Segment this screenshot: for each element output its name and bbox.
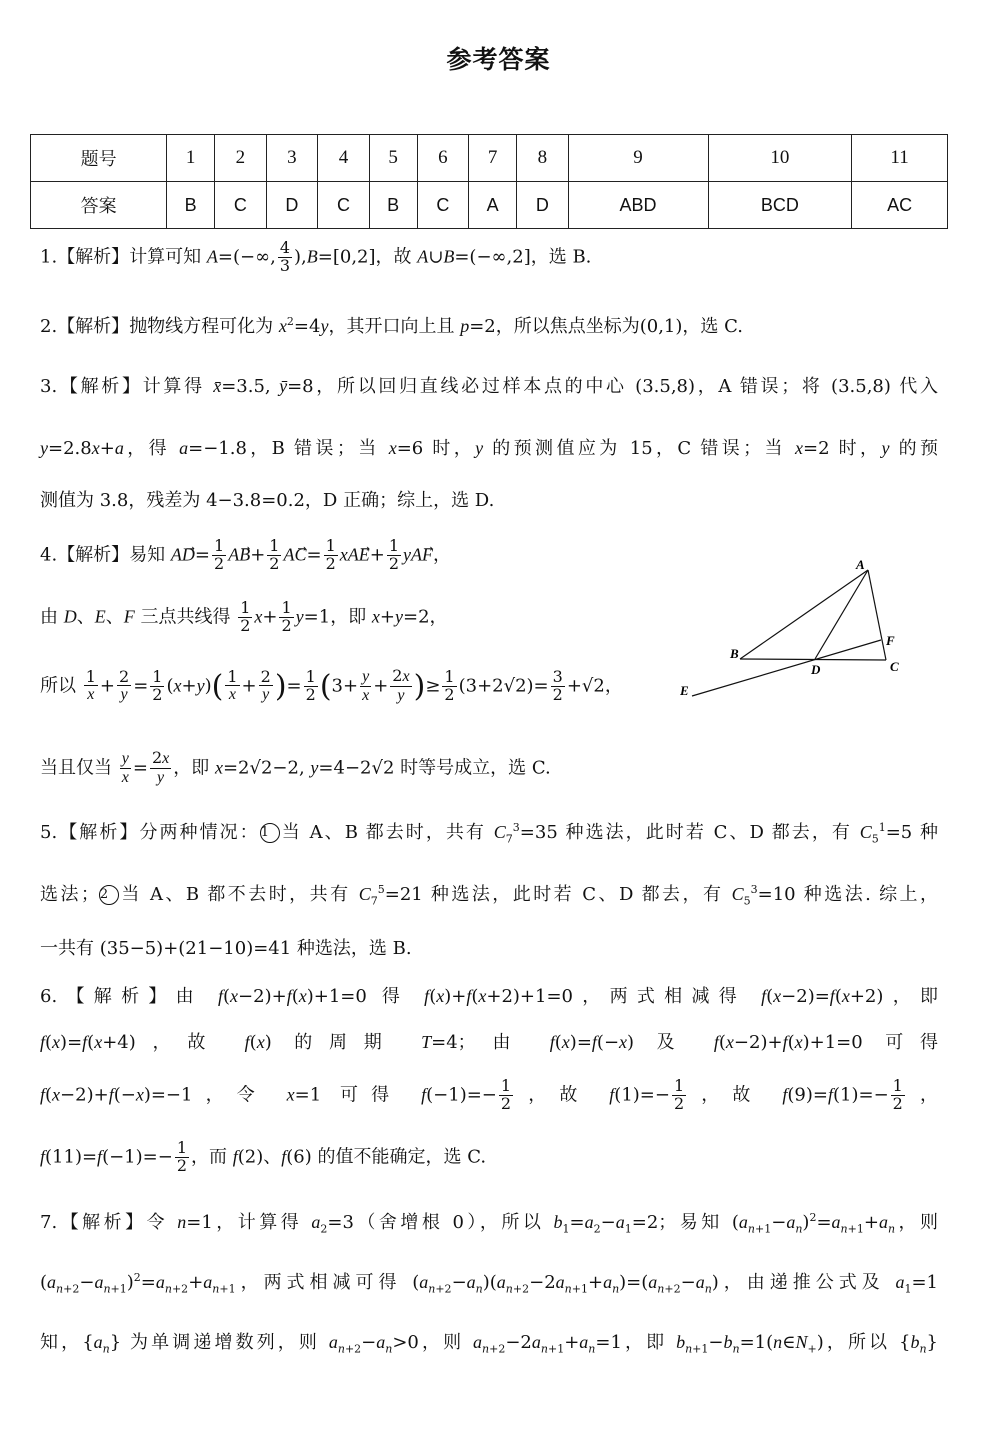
- answer-cell: C: [417, 182, 469, 229]
- answer-cell: AC: [852, 182, 948, 229]
- solution-tag: 【解析】: [57, 1212, 147, 1233]
- answer-cell: ABD: [568, 182, 708, 229]
- solution-tag: 【解析】: [57, 544, 130, 566]
- question-number: 8: [517, 135, 569, 182]
- solution-3: 3.【解析】计算得 x̄=3.5, ȳ=8，所以回归直线必过样本点的中心 (3.5,8)，A 错误；将 (3.5,8) 代入 y=2.8x+a，得 a=−1.8，B 错误；当 x=6 时，y 的预测值应为 15，C 错误；当 x=2 时，y 的预 测值为 3.8，残差为 4−3.8=0.2，D 正确；综上，选 D.: [40, 376, 939, 511]
- triangle-diagram: [680, 555, 910, 705]
- solution-4-line-4: 当且仅当 $\frac{y}{x}$ = $\frac{2x}{y}$ ，即 x=2√2−2, y=4−2√2 时等号成立，选 C.: [40, 748, 551, 786]
- page-title: 参考答案: [446, 45, 551, 74]
- segment-ab: [740, 570, 868, 659]
- question-number: 6: [417, 135, 469, 182]
- question-number: 1: [167, 135, 215, 182]
- table-row-answers: [31, 182, 948, 229]
- question-number: 5: [369, 135, 417, 182]
- row-header-question: 题号: [31, 135, 167, 182]
- solution-5: 5.【解析】分两种情况：1 当 A、B 都去时，共有 $C_7^3=35$ 种选法，此时若 C、D 都去，有 $C_5^1=5$ 种 选法；2 当 A、B 都不去时，共有 $C_7^5=21$ 种选法，此时若 C、D 都去，有 $C_5^3=10$ 种选法. 综上， 一共有 (35−5)+(21−10)=41 种选法，选 B.: [40, 821, 939, 959]
- solution-tag: 【解析】: [57, 822, 140, 843]
- solution-4-line-3: 所以 $\frac{1}{x}$ + $\frac{2}{y}$ = $\frac{1}{2}$ (x+y)( $\frac{1}{x}$ + $\frac{2}{y}$ )= $\frac{1}{2}$ (3+ $\frac{y}{x}$ + $\frac{2x}{y}$ )≥ $\frac{1}{2}$ (3+2√2)= $\frac{3}{2}$ +√2，: [40, 666, 623, 704]
- question-number: 2: [215, 135, 267, 182]
- solution-tag: 【解析】: [57, 246, 130, 268]
- answer-cell: D: [517, 182, 569, 229]
- answer-cell: B: [167, 182, 215, 229]
- solution-tag: 【解析】: [57, 376, 143, 397]
- answer-cell: A: [469, 182, 517, 229]
- row-header-answer: 答案: [31, 182, 167, 229]
- answer-cell: D: [266, 182, 318, 229]
- answer-cell: C: [318, 182, 370, 229]
- question-number: 10: [708, 135, 852, 182]
- solution-7: 7.【解析】令 n=1，计算得 $a_2=3$（舍增根 0），所以 $b_1=a_2-a_1=2$；易知 $(a_{n+1}-a_n)^2=a_{n+1}+a_n$，则 $(a_{n+2}-a_{n+1})^2=a_{n+2}+a_{n+1}$，两式相减可得 $(a_{n+2}-a_n)(a_{n+2}-2a_{n+1}+a_n)=(a_{n+2}-a_n)$，由递推公式及 $a_1=1$ 知，$\{a_n\}$ 为单调递增数列，则 $a_{n+2}-a_n>0$，则 $a_{n+2}-2a_{n+1}+a_n=1$，即 $b_{n+1}-b_n=1(n\in N_+)$，所以 $\{b_n\}$: [40, 1211, 939, 1356]
- segment-ef: [692, 640, 881, 696]
- solution-1: 1.【解析】计算可知 A=(−∞, $\frac{4}{3}$ ),B=[0,2]，故 A∪B=(−∞,2]，选 B.: [40, 238, 592, 275]
- label-a: A: [856, 557, 865, 572]
- question-number: 4: [318, 135, 370, 182]
- label-d: D: [811, 662, 821, 677]
- question-number: 3: [266, 135, 318, 182]
- question-number: 9: [568, 135, 708, 182]
- question-number: 7: [469, 135, 517, 182]
- label-e: E: [680, 683, 689, 698]
- solution-4-line-1: 4.【解析】易知 AD⃗= $\frac{1}{2}$ AB⃗+ $\frac{1}{2}$ AC⃗= $\frac{1}{2}$ xAE⃗+ $\frac{1}{2}$ yAF⃗，: [40, 536, 452, 573]
- solution-6: 6.【解析】由 f(x−2)+f(x)+1=0 得 f(x)+f(x+2)+1=0，两式相减得 f(x−2)=f(x+2)，即 f(x)=f(x+4)，故 f(x) 的周期 T=4；由 f(x)=f(−x) 及 f(x−2)+f(x)+1=0 可得 f(x−2)+f(−x)=−1，令 x=1 可得 f(−1)=− $\frac{1}{2}$ ，故 f(1)=− $\frac{1}{2}$ ，故 f(9)=f(1)=− $\frac{1}{2}$ ， f(11)=f(−1)=− $\frac{1}{2}$ ，而 f(2)、f(6) 的值不能确定，选 C.: [40, 986, 939, 1175]
- table-row-question-numbers: [31, 135, 948, 182]
- answer-cell: BCD: [708, 182, 852, 229]
- label-b: B: [730, 646, 739, 661]
- solution-4-line-2: 由 D、E、F 三点共线得 $\frac{1}{2}$ x+ $\frac{1}{2}$ y=1，即 x+y=2，: [40, 598, 448, 635]
- answer-cell: B: [369, 182, 417, 229]
- label-f: F: [886, 633, 895, 648]
- solution-2: 2.【解析】抛物线方程可化为 $x^2=4y$，其开口向上且 p=2，所以焦点坐标为(0,1)，选 C.: [40, 315, 743, 337]
- label-c: C: [890, 659, 899, 674]
- question-number: 11: [852, 135, 948, 182]
- segment-ac: [868, 570, 886, 660]
- solution-tag: 【解析】: [57, 986, 176, 1007]
- answer-table: [30, 134, 948, 229]
- answer-cell: C: [215, 182, 267, 229]
- solution-tag: 【解析】: [57, 316, 130, 337]
